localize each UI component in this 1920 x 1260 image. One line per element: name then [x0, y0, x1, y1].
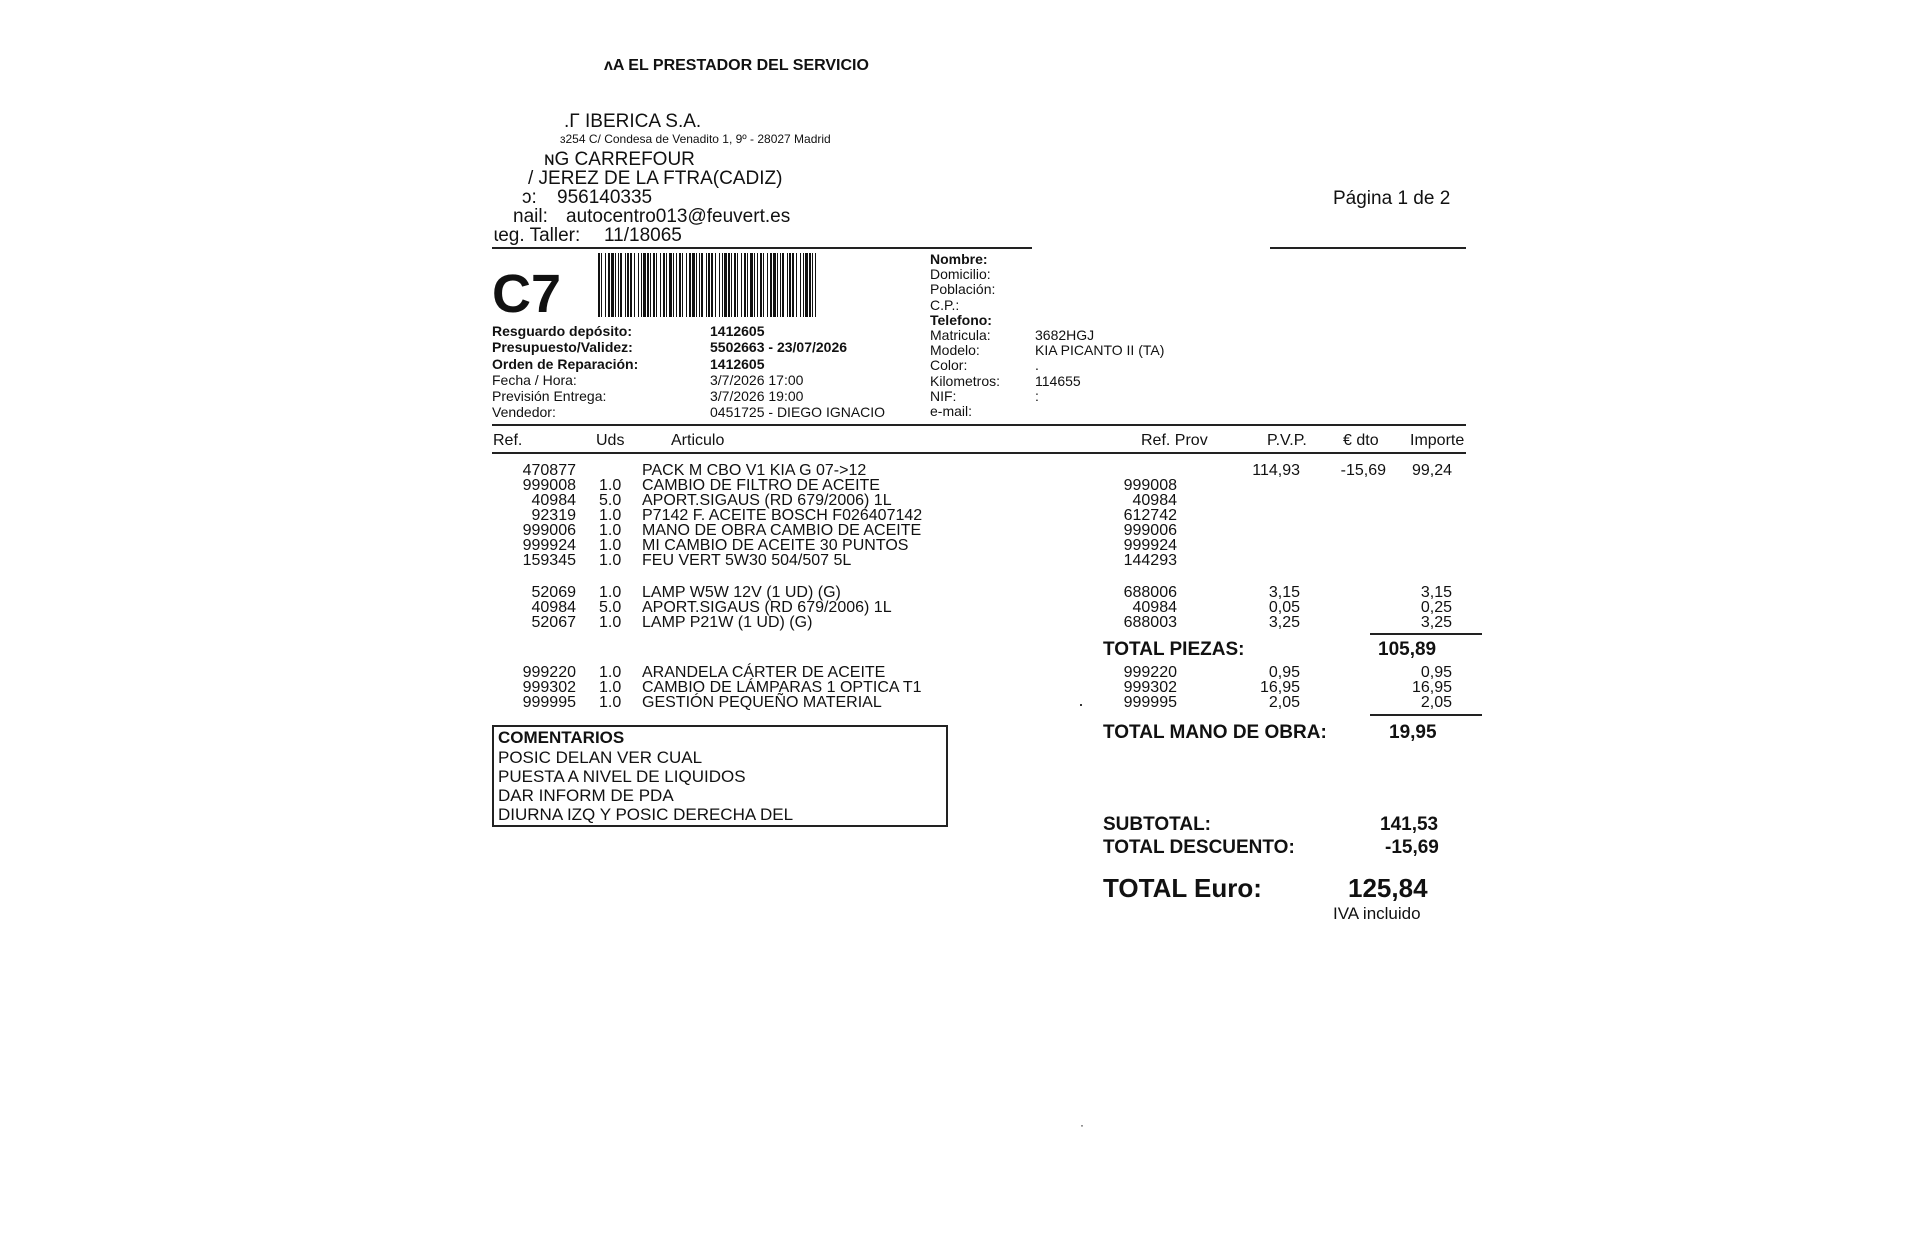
barcode-bar: [754, 253, 755, 317]
cell-importe: 16,95: [1411, 679, 1452, 696]
company-reg: 11/18065: [604, 225, 682, 246]
barcode-bar: [669, 253, 672, 317]
comment-line: POSIC DELAN VER CUAL: [498, 748, 703, 767]
barcode-bar: [630, 253, 632, 317]
table-row: [492, 552, 1482, 567]
barcode-bar: [744, 253, 746, 317]
table-row: [492, 522, 1482, 537]
total-piezas-value: 105,89: [1378, 639, 1437, 660]
cell-importe: 3,25: [1420, 614, 1452, 631]
barcode-bar: [634, 253, 635, 317]
client-field-value: .: [1035, 357, 1039, 374]
barcode-bar: [641, 253, 642, 317]
cell-uds: 1.0: [599, 477, 622, 494]
client-field-label: NIF:: [930, 387, 957, 404]
client-field-label: Nombre:: [930, 251, 988, 267]
barcode-bar: [692, 253, 695, 317]
cell-articulo: FEU VERT 5W30 504/507 5L: [642, 552, 852, 569]
cell-uds: 1.0: [599, 694, 622, 711]
barcode-bar: [605, 253, 606, 317]
barcode-bar: [660, 253, 661, 317]
cell-articulo: LAMP P21W (1 UD) (G): [642, 614, 813, 631]
barcode-bar: [673, 253, 674, 317]
barcode-bar: [682, 253, 683, 317]
total-descuento-value: -15,69: [1385, 837, 1439, 858]
cell-importe: 0,95: [1420, 664, 1452, 681]
mano-obra-underline: [1370, 714, 1482, 716]
cell-ref: 92319: [531, 507, 576, 524]
comment-line: DIURNA IZQ Y POSIC DERECHA DEL: [498, 805, 794, 824]
cell-articulo: LAMP W5W 12V (1 UD) (G): [642, 584, 841, 601]
company-city: / JEREZ DE LA FTRA(CADIZ): [528, 168, 783, 189]
table-row: [492, 537, 1482, 552]
cell-ref-prov: 999302: [1123, 679, 1177, 696]
cell-ref-prov: 688006: [1123, 584, 1177, 601]
cell-ref: 159345: [522, 552, 576, 569]
client-field-value: 3682HGJ: [1035, 327, 1095, 343]
cell-ref-prov: 999220: [1123, 664, 1177, 681]
cell-articulo: PACK M CBO V1 KIA G 07->12: [642, 462, 867, 479]
barcode-bar: [780, 253, 781, 317]
cell-uds: 1.0: [599, 664, 622, 681]
barcode-bar: [689, 253, 691, 317]
barcode-bar: [803, 253, 804, 317]
client-field-value: 114655: [1035, 372, 1081, 389]
cell-pvp: 0,05: [1268, 599, 1300, 616]
barcode-bar: [789, 253, 791, 317]
cell-articulo: ARANDELA CÁRTER DE ACEITE: [642, 664, 886, 681]
cell-importe: 99,24: [1411, 462, 1452, 479]
cell-articulo: MANO DE OBRA CAMBIO DE ACEITE: [642, 522, 922, 539]
barcode-bar: [699, 253, 700, 317]
cell-ref-prov: 999006: [1123, 522, 1177, 539]
table-row: [492, 477, 1482, 492]
subtotal-value: 141,53: [1380, 814, 1439, 835]
table-header-divider: [492, 452, 1466, 454]
barcode-bar: [782, 253, 784, 317]
col-header-articulo: Articulo: [671, 432, 725, 449]
barcode-bar: [647, 253, 649, 317]
company-email: autocentro013@feuvert.es: [566, 206, 791, 227]
barcode-bar: [757, 253, 758, 317]
table-row: [492, 664, 1482, 679]
client-field-label: Color:: [930, 357, 968, 374]
barcode-bar: [715, 253, 716, 317]
table-row: [492, 492, 1482, 507]
cell-pvp: 114,93: [1252, 462, 1300, 479]
cell-ref: 40984: [531, 492, 576, 509]
table-row: [492, 462, 1482, 477]
cell-articulo: P7142 F. ACEITE BOSCH F026407142: [642, 507, 923, 524]
cell-ref-prov: 999008: [1123, 477, 1177, 494]
barcode-bar: [663, 253, 665, 317]
barcode-bar: [611, 253, 614, 317]
company-phone-label: ɔ:: [522, 187, 537, 208]
total-descuento-label: TOTAL DESCUENTO:: [1103, 837, 1295, 858]
total-euro-label: TOTAL Euro:: [1103, 873, 1262, 903]
barcode-bar: [615, 253, 616, 317]
company-address: ɜ254 C/ Condesa de Venadito 1, 9º - 28027 Madrid: [560, 132, 831, 146]
barcode-bar: [763, 253, 764, 317]
total-mano-obra-value: 19,95: [1389, 722, 1437, 743]
client-field-value: :: [1035, 387, 1039, 404]
barcode-bar: [760, 253, 762, 317]
comment-line: PUESTA A NIVEL DE LIQUIDOS: [498, 767, 746, 786]
order-field-value: 3/7/2026 17:00: [710, 372, 804, 388]
order-field-label: Vendedor:: [492, 404, 556, 420]
order-code: C7: [492, 264, 562, 324]
barcode-bar: [686, 253, 687, 317]
table-row: [492, 599, 1482, 614]
table-row: [492, 507, 1482, 522]
cell-articulo: APORT.SIGAUS (RD 679/2006) 1L: [642, 599, 892, 616]
barcode-bar: [701, 253, 703, 317]
table-row: [492, 679, 1482, 694]
client-field-label: C.P.:: [930, 296, 960, 313]
barcode-bar: [608, 253, 610, 317]
cell-ref-prov: 40984: [1132, 599, 1177, 616]
total-piezas-label: TOTAL PIEZAS:: [1103, 639, 1245, 660]
order-field-label: Orden de Reparación:: [492, 356, 639, 372]
barcode-bar: [805, 253, 808, 317]
cell-articulo: CAMBIO DE FILTRO DE ACEITE: [642, 477, 880, 494]
cell-pvp: 16,95: [1259, 679, 1300, 696]
barcode-bar: [770, 253, 772, 317]
client-field-label: Modelo:: [930, 342, 980, 359]
barcode-bar: [625, 253, 626, 317]
header-divider-left: [492, 247, 1032, 249]
cell-ref: 52067: [531, 614, 576, 631]
col-header-pvp: P.V.P.: [1267, 432, 1307, 449]
client-field-label: Matricula:: [930, 327, 991, 343]
cell-pvp: 2,05: [1268, 694, 1300, 711]
cell-articulo: MI CAMBIO DE ACEITE 30 PUNTOS: [642, 537, 909, 554]
stray-dot: ·: [1080, 1118, 1084, 1132]
order-field-value: 0451725 - DIEGO IGNACIO: [710, 404, 886, 420]
total-euro-value: 125,84: [1348, 873, 1428, 903]
barcode-bar: [737, 253, 738, 317]
cell-ref-prov: 999924: [1123, 537, 1177, 554]
company-name: .Γ IBERICA S.A.: [564, 111, 702, 132]
order-field-value: 5502663 - 23/07/2026: [710, 339, 848, 355]
document-top-note: ʌA EL PRESTADOR DEL SERVICIO: [604, 57, 869, 74]
barcode-bar: [719, 253, 720, 317]
barcode-bar: [747, 253, 748, 317]
cell-ref-prov: 612742: [1123, 507, 1177, 524]
cell-uds: 1.0: [599, 584, 622, 601]
order-field-label: Fecha / Hora:: [492, 372, 577, 388]
barcode-bar: [627, 253, 629, 317]
cell-articulo: APORT.SIGAUS (RD 679/2006) 1L: [642, 492, 892, 509]
cell-uds: 1.0: [599, 552, 622, 569]
col-header-ref-prov: Ref. Prov: [1141, 432, 1208, 449]
barcode-bar: [773, 253, 776, 317]
col-header-importe: Importe: [1410, 432, 1465, 449]
cell-uds: 1.0: [599, 507, 622, 524]
cell-pvp: 3,25: [1268, 614, 1300, 631]
col-header-ref: Ref.: [493, 432, 523, 449]
iva-note: IVA incluido: [1333, 904, 1421, 923]
cell-uds: 1.0: [599, 522, 622, 539]
cell-dto: -15,69: [1340, 462, 1386, 479]
order-field-value: 1412605: [710, 323, 765, 339]
cell-uds: 1.0: [599, 537, 622, 554]
col-header-uds: Uds: [596, 432, 625, 449]
table-row: [492, 694, 1482, 709]
client-field-value: KIA PICANTO II (TA): [1035, 342, 1165, 359]
barcode-bar: [777, 253, 778, 317]
barcode-bar: [706, 253, 707, 317]
company-phone: 956140335: [557, 187, 653, 208]
barcode-bar: [643, 253, 646, 317]
cell-ref: 999924: [522, 537, 576, 554]
cell-importe: 3,15: [1420, 584, 1452, 601]
cell-uds: 1.0: [599, 614, 622, 631]
header-divider-right: [1270, 247, 1466, 249]
table-row: [492, 614, 1482, 629]
cell-ref: 999220: [522, 664, 576, 681]
client-field-label: Población:: [930, 281, 996, 298]
cell-ref-prov: 144293: [1123, 552, 1177, 569]
barcode-bar: [676, 253, 677, 317]
piezas-underline: [1370, 633, 1482, 635]
barcode-bar: [792, 253, 794, 317]
barcode-bar: [650, 253, 651, 317]
cell-ref: 999995: [522, 694, 576, 711]
col-header-dto: € dto: [1343, 432, 1379, 449]
comment-line: DAR INFORM DE PDA: [498, 786, 674, 805]
barcode-bar: [601, 253, 602, 317]
comments-box: [492, 725, 948, 827]
client-field-label: Domicilio:: [930, 266, 991, 283]
barcode-bar: [638, 253, 639, 317]
order-field-label: Previsión Entrega:: [492, 388, 607, 404]
cell-ref-prov: 999995: [1123, 694, 1177, 711]
company-reg-label: ɩeg. Taller:: [494, 225, 581, 246]
barcode-bar: [796, 253, 797, 317]
order-field-label: Resguardo depósito:: [492, 323, 633, 339]
barcode-bar: [731, 253, 732, 317]
barcode-bar: [809, 253, 811, 317]
client-field-label: e-mail:: [930, 403, 973, 419]
barcode-image: [598, 253, 816, 317]
barcode-bar: [618, 253, 619, 317]
order-field-label: Presupuesto/Validez:: [492, 339, 633, 355]
barcode-bar: [666, 253, 667, 317]
barcode-bar: [750, 253, 753, 317]
company-email-label: nail:: [513, 206, 548, 227]
page-indicator: Página 1 de 2: [1333, 188, 1451, 209]
cell-ref: 999006: [522, 522, 576, 539]
barcode-bar: [800, 253, 801, 317]
cell-ref: 999302: [522, 679, 576, 696]
company-center: ɴG CARREFOUR: [544, 149, 695, 170]
barcode-bar: [708, 253, 710, 317]
stray-mark: ·: [1078, 694, 1084, 714]
cell-ref: 40984: [531, 599, 576, 616]
cell-ref-prov: 40984: [1132, 492, 1177, 509]
client-field-label: Kilometros:: [930, 372, 1001, 389]
table-top-divider: [492, 424, 1466, 426]
barcode-bar: [653, 253, 655, 317]
barcode-bar: [679, 253, 681, 317]
barcode-bar: [812, 253, 813, 317]
subtotal-label: SUBTOTAL:: [1103, 814, 1212, 835]
barcode-bar: [711, 253, 713, 317]
cell-articulo: CAMBIO DE LÁMPARAS 1 OPTICA T1: [642, 679, 922, 696]
barcode-bar: [815, 253, 816, 317]
cell-pvp: 0,95: [1268, 664, 1300, 681]
barcode-bar: [722, 253, 723, 317]
cell-pvp: 3,15: [1268, 584, 1300, 601]
barcode-bar: [767, 253, 768, 317]
barcode-bar: [656, 253, 657, 317]
barcode-bar: [598, 253, 600, 317]
cell-ref: 52069: [531, 584, 576, 601]
cell-ref: 470877: [522, 462, 576, 479]
total-mano-obra-label: TOTAL MANO DE OBRA:: [1103, 722, 1327, 743]
order-field-value: 3/7/2026 19:00: [710, 388, 804, 404]
cell-uds: 5.0: [599, 599, 622, 616]
cell-importe: 0,25: [1420, 599, 1452, 616]
barcode-bar: [620, 253, 622, 317]
cell-ref-prov: 688003: [1123, 614, 1177, 631]
cell-uds: 1.0: [599, 679, 622, 696]
cell-ref: 999008: [522, 477, 576, 494]
barcode-bar: [734, 253, 736, 317]
client-field-label: Telefono:: [930, 311, 992, 328]
barcode-bar: [728, 253, 730, 317]
cell-uds: 5.0: [599, 492, 622, 509]
order-field-value: 1412605: [710, 356, 765, 372]
table-row: [492, 584, 1482, 599]
barcode-bar: [741, 253, 742, 317]
cell-articulo: GESTIÓN PEQUEÑO MATERIAL: [642, 694, 882, 711]
barcode-bar: [696, 253, 697, 317]
cell-importe: 2,05: [1420, 694, 1452, 711]
barcode-bar: [787, 253, 788, 317]
barcode-bar: [724, 253, 727, 317]
comments-title: COMENTARIOS: [498, 728, 625, 747]
